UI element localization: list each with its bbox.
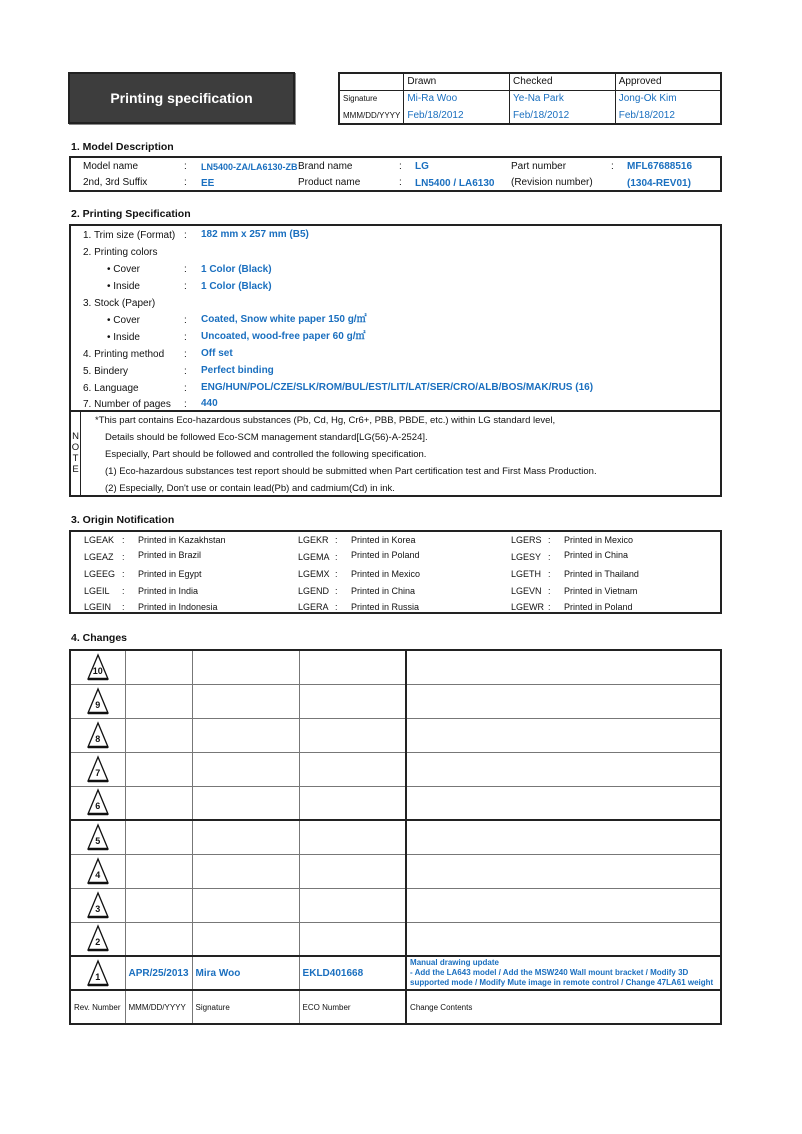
- rev-number: 9: [95, 699, 101, 710]
- origin-code: LGEMA: [298, 552, 330, 562]
- suffix-value: EE: [201, 178, 215, 189]
- change-eco-number: [299, 650, 406, 684]
- colon: :: [184, 281, 187, 292]
- printing-spec-box: [69, 224, 722, 411]
- colon: :: [548, 602, 551, 612]
- rev-number: 3: [95, 903, 101, 914]
- rev-number-cell: [70, 786, 125, 820]
- change-signature: [192, 888, 299, 922]
- colon: :: [184, 177, 187, 188]
- change-date: [125, 650, 192, 684]
- note-line: Details should be followed Eco-SCM management standard[LG(56)-A-2524].: [105, 432, 428, 443]
- changes-header-row: [70, 990, 721, 1024]
- rev-number: 1: [95, 971, 101, 982]
- origin-text: Printed in Mexico: [351, 569, 421, 579]
- part-number-label: Part number: [511, 161, 567, 172]
- change-row: [70, 820, 721, 854]
- brand-name-value: LG: [415, 161, 429, 172]
- origin-code: LGESY: [511, 552, 542, 562]
- change-date: [125, 820, 192, 854]
- revision-triangle-icon: [85, 924, 111, 950]
- origin-code: LGEIN: [84, 602, 112, 612]
- revision-triangle-icon: [85, 823, 111, 849]
- change-eco-number: [299, 752, 406, 786]
- origin-code: LGEAZ: [84, 552, 114, 562]
- colon: :: [335, 569, 338, 579]
- change-date: [125, 718, 192, 752]
- origin-text: Printed in Mexico: [564, 535, 634, 545]
- spec-label: • Inside: [107, 281, 140, 292]
- date-label: MMM/DD/YYYY: [339, 107, 404, 124]
- signature-drawn: Mi-Ra Woo: [404, 90, 510, 107]
- colon: :: [548, 586, 551, 596]
- origin-text: Printed in Korea: [351, 535, 416, 545]
- section-title-spec: 2. Printing Specification: [71, 208, 191, 220]
- brand-name-label: Brand name: [298, 161, 353, 172]
- signature-label: Signature: [339, 90, 404, 107]
- revision-triangle-icon: [85, 857, 111, 883]
- colon: :: [399, 161, 402, 172]
- colon: :: [611, 161, 614, 172]
- signature-checked: Ye-Na Park: [510, 90, 616, 107]
- change-row: [70, 650, 721, 684]
- colon: :: [122, 569, 125, 579]
- colon: :: [184, 161, 187, 172]
- spec-label: 4. Printing method: [83, 349, 165, 360]
- change-contents: [406, 888, 721, 922]
- origin-code: LGEKR: [298, 535, 329, 545]
- change-date: [125, 786, 192, 820]
- origin-text: Printed in Poland: [351, 550, 420, 560]
- document-title: Printing specification: [68, 72, 295, 124]
- change-contents: [406, 650, 721, 684]
- rev-number: 7: [95, 767, 101, 778]
- change-date: [125, 854, 192, 888]
- revision-triangle-icon: [85, 653, 111, 679]
- rev-number-cell: [70, 922, 125, 956]
- changes-column-header: Rev. Number: [70, 990, 125, 1024]
- change-row: [70, 922, 721, 956]
- change-contents: [406, 820, 721, 854]
- date-checked: Feb/18/2012: [510, 107, 616, 124]
- date-drawn: Feb/18/2012: [404, 107, 510, 124]
- revision-triangle-icon: [85, 721, 111, 747]
- spec-value-cover-stock: Coated, Snow white paper 150 g/㎡: [201, 314, 367, 325]
- colon: :: [122, 602, 125, 612]
- changes-column-header: MMM/DD/YYYY: [125, 990, 192, 1024]
- change-eco-number: EKLD401668: [299, 956, 406, 990]
- change-date: [125, 888, 192, 922]
- origin-code: LGEWR: [511, 602, 545, 612]
- signature-approved: Jong-Ok Kim: [615, 90, 721, 107]
- change-row: [70, 718, 721, 752]
- part-number-value: MFL67688516: [627, 161, 693, 172]
- rev-number-cell: [70, 752, 125, 786]
- colon: :: [184, 264, 187, 275]
- spec-value-cover-color: 1 Color (Black): [201, 264, 272, 275]
- change-contents: [406, 718, 721, 752]
- model-name-value: LN5400-ZA/LA6130-ZB: [201, 162, 298, 172]
- origin-text: Printed in China: [564, 550, 629, 560]
- origin-code: LGEND: [298, 586, 330, 596]
- origin-text: Printed in Thailand: [564, 569, 639, 579]
- rev-number: 6: [95, 801, 101, 812]
- note-letter: T: [72, 453, 79, 464]
- change-signature: [192, 684, 299, 718]
- colon: :: [122, 586, 125, 596]
- spec-value-language: ENG/HUN/POL/CZE/SLK/ROM/BUL/EST/LIT/LAT/SER/CRO/ALB/BOS/MAK/RUS (16): [201, 382, 594, 393]
- colon: :: [548, 535, 551, 545]
- origin-text: Printed in Egypt: [138, 569, 202, 579]
- colon: :: [335, 586, 338, 596]
- rev-number-cell: [70, 820, 125, 854]
- change-signature: [192, 718, 299, 752]
- note-line: (2) Especially, Don't use or contain lead(Pb) and cadmium(Cd) in ink.: [105, 483, 395, 494]
- changes-table: [69, 649, 722, 1025]
- note-letter: E: [72, 464, 79, 475]
- origin-text: Printed in Poland: [564, 602, 633, 612]
- spec-value-inside-color: 1 Color (Black): [201, 281, 272, 292]
- product-name-label: Product name: [298, 177, 361, 188]
- rev-number-cell: [70, 718, 125, 752]
- spec-label: 1. Trim size (Format): [83, 230, 176, 241]
- origin-code: LGETH: [511, 569, 542, 579]
- spec-value-trim-size: 182 mm x 257 mm (B5): [201, 229, 309, 240]
- change-eco-number: [299, 786, 406, 820]
- spec-label: 6. Language: [83, 383, 139, 394]
- change-date: [125, 684, 192, 718]
- rev-number-cell: [70, 888, 125, 922]
- revision-value: (1304-REV01): [627, 178, 691, 189]
- colon: :: [335, 602, 338, 612]
- note-line: Especially, Part should be followed and controlled the following specification.: [105, 449, 427, 460]
- spec-value-inside-stock: Uncoated, wood-free paper 60 g/㎡: [201, 331, 366, 342]
- change-row: [70, 786, 721, 820]
- colon: :: [122, 552, 125, 562]
- change-eco-number: [299, 888, 406, 922]
- note-letter: O: [71, 442, 80, 453]
- spec-label: 3. Stock (Paper): [83, 298, 156, 309]
- note-box: [69, 410, 722, 497]
- rev-number-cell: [70, 854, 125, 888]
- change-contents: [406, 752, 721, 786]
- change-contents: [406, 922, 721, 956]
- origin-code: LGERS: [511, 535, 542, 545]
- change-contents: [406, 786, 721, 820]
- change-detail: - Add the LA643 model / Add the MSW240 Wall mount bracket / Modify 3D supported mode / Modify Mute image in remote control / Change 47LA61 weight: [410, 968, 714, 987]
- revision-triangle-icon: [85, 891, 111, 917]
- change-date: [125, 922, 192, 956]
- origin-text: Printed in China: [351, 586, 416, 596]
- colon: :: [122, 535, 125, 545]
- approval-header-checked: Checked: [510, 73, 616, 90]
- section-title-origin: 3. Origin Notification: [71, 514, 175, 526]
- spec-value-bindery: Perfect binding: [201, 365, 274, 376]
- approval-table: [338, 72, 722, 125]
- spec-label: 5. Bindery: [83, 366, 129, 377]
- rev-number-cell: [70, 684, 125, 718]
- date-approved: Feb/18/2012: [615, 107, 721, 124]
- change-contents: [406, 956, 721, 990]
- colon: :: [184, 332, 187, 343]
- colon: :: [184, 315, 187, 326]
- change-row: [70, 956, 721, 990]
- model-description-box: [69, 156, 722, 192]
- change-row: [70, 888, 721, 922]
- change-row: [70, 752, 721, 786]
- section-title-changes: 4. Changes: [71, 632, 128, 644]
- origin-code: LGEMX: [298, 569, 330, 579]
- change-eco-number: [299, 854, 406, 888]
- change-signature: [192, 820, 299, 854]
- origin-text: Printed in India: [138, 586, 199, 596]
- origin-code: LGERA: [298, 602, 329, 612]
- change-row: [70, 684, 721, 718]
- spec-label: • Inside: [107, 332, 140, 343]
- change-signature: Mira Woo: [192, 956, 299, 990]
- product-name-value: LN5400 / LA6130: [415, 178, 495, 189]
- colon: :: [548, 569, 551, 579]
- section-title-model: 1. Model Description: [71, 141, 174, 153]
- change-signature: [192, 752, 299, 786]
- revision-triangle-icon: [85, 687, 111, 713]
- change-date: [125, 752, 192, 786]
- change-date: APR/25/2013: [125, 956, 192, 990]
- origin-code: LGEVN: [511, 586, 542, 596]
- rev-number: 4: [95, 869, 101, 880]
- rev-number-cell: [70, 956, 125, 990]
- colon: :: [399, 177, 402, 188]
- change-eco-number: [299, 922, 406, 956]
- change-signature: [192, 922, 299, 956]
- revision-label: (Revision number): [511, 177, 593, 188]
- changes-column-header: Signature: [192, 990, 299, 1024]
- colon: :: [184, 383, 187, 394]
- origin-text: Printed in Vietnam: [564, 586, 638, 596]
- origin-code: LGEIL: [84, 586, 110, 596]
- spec-label: 7. Number of pages: [83, 399, 171, 410]
- changes-column-header: ECO Number: [299, 990, 406, 1024]
- change-eco-number: [299, 820, 406, 854]
- note-line: *This part contains Eco-hazardous substances (Pb, Cd, Hg, Cr6+, PBB, PBDE, etc.) within LG standard level,: [95, 415, 556, 426]
- change-contents: [406, 684, 721, 718]
- revision-triangle-icon: [85, 788, 111, 814]
- colon: :: [548, 552, 551, 562]
- rev-number: 10: [92, 665, 103, 676]
- colon: :: [335, 552, 338, 562]
- changes-column-header: Change Contents: [406, 990, 721, 1024]
- origin-box: [69, 530, 722, 614]
- origin-text: Printed in Brazil: [138, 550, 202, 560]
- change-row: [70, 854, 721, 888]
- change-eco-number: [299, 684, 406, 718]
- spec-label: • Cover: [107, 315, 140, 326]
- approval-header-approved: Approved: [615, 73, 721, 90]
- origin-code: LGEEG: [84, 569, 116, 579]
- change-signature: [192, 854, 299, 888]
- origin-text: Printed in Russia: [351, 602, 420, 612]
- rev-number-cell: [70, 650, 125, 684]
- colon: :: [184, 366, 187, 377]
- colon: :: [184, 399, 187, 410]
- origin-text: Printed in Indonesia: [138, 602, 218, 612]
- change-contents: [406, 854, 721, 888]
- model-name-label: Model name: [83, 161, 139, 172]
- colon: :: [335, 535, 338, 545]
- rev-number: 8: [95, 733, 101, 744]
- revision-triangle-icon: [85, 755, 111, 781]
- colon: :: [184, 349, 187, 360]
- change-signature: [192, 650, 299, 684]
- spec-value-pages: 440: [201, 398, 218, 409]
- change-eco-number: [299, 718, 406, 752]
- colon: :: [184, 230, 187, 241]
- revision-triangle-icon: [85, 959, 111, 985]
- approval-corner: [339, 73, 404, 90]
- rev-number: 5: [95, 835, 101, 846]
- spec-value-method: Off set: [201, 348, 233, 359]
- origin-text: Printed in Kazakhstan: [138, 535, 226, 545]
- change-signature: [192, 786, 299, 820]
- spec-label: • Cover: [107, 264, 140, 275]
- note-label: [71, 412, 81, 497]
- origin-code: LGEAK: [84, 535, 115, 545]
- spec-label: 2. Printing colors: [83, 247, 158, 258]
- note-line: (1) Eco-hazardous substances test report should be submitted when Part certification test and First Mass Production.: [105, 466, 597, 477]
- change-title: Manual drawing update: [410, 958, 499, 967]
- approval-header-drawn: Drawn: [404, 73, 510, 90]
- note-letter: N: [72, 431, 79, 442]
- suffix-label: 2nd, 3rd Suffix: [83, 177, 148, 188]
- rev-number: 2: [95, 937, 101, 948]
